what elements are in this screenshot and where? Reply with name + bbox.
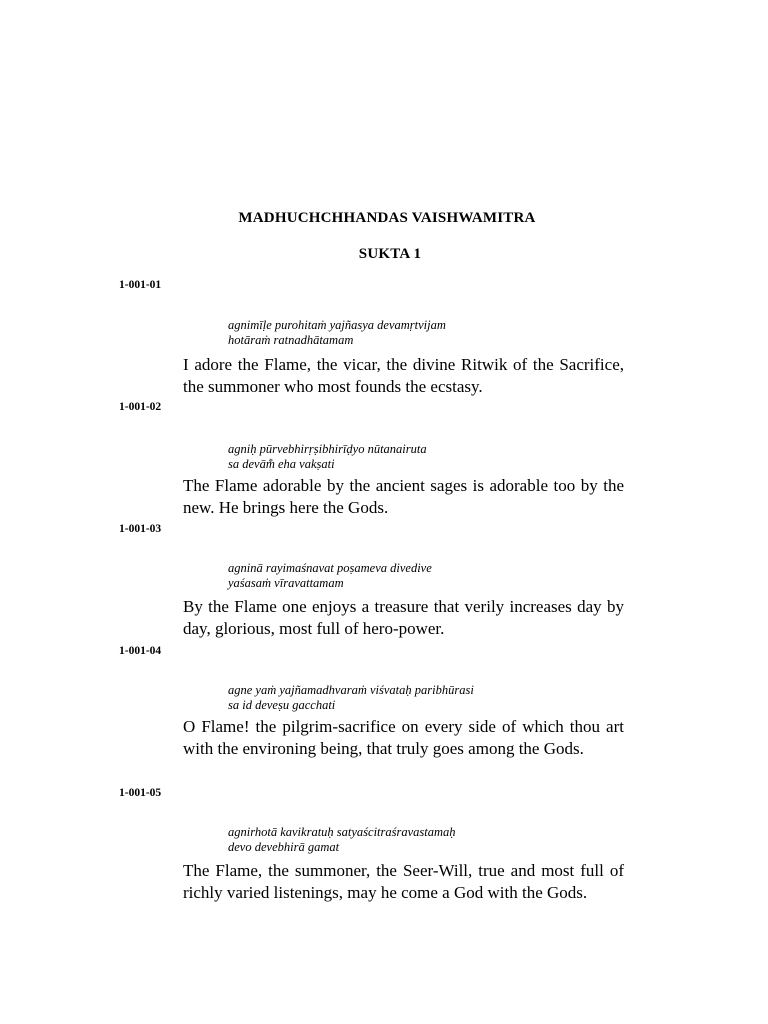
transliteration-line: devo devebhirā gamat: [228, 840, 340, 854]
verse-number: 1-001-04: [119, 645, 162, 657]
transliteration-line: agniḥ pūrvebhirṛṣibhirīḍyo nūtanairuta: [228, 442, 427, 456]
verse-translation: By the Flame one enjoys a treasure that verily increases day by day, glorious, most full of hero-power.: [183, 597, 624, 638]
transliteration-line: yaśasaṁ vīravattamam: [228, 576, 344, 590]
transliteration-line: sa id deveṣu gacchati: [228, 698, 336, 712]
sukta-heading: SUKTA 1: [358, 246, 422, 262]
verse-transliteration: [228, 561, 628, 591]
author-heading: MADHUCHCHHANDAS VAISHWAMITRA: [238, 210, 536, 226]
verse-transliteration: [228, 442, 628, 472]
transliteration-line: agne yaṁ yajñamadhvaraṁ viśvataḥ paribhūrasi: [228, 683, 474, 697]
verse-number: 1-001-02: [119, 401, 162, 413]
transliteration-line: agnimīḷe purohitaṁ yajñasya devamṛtvijam: [228, 318, 446, 332]
verse-translation: I adore the Flame, the vicar, the divine Ritwik of the Sacrifice, the summoner who most founds the ecstasy.: [183, 355, 624, 396]
verse-translation: O Flame! the pilgrim-sacrifice on every side of which thou art with the environing being, that truly goes among the Gods.: [183, 717, 624, 758]
verse-number: 1-001-03: [119, 523, 162, 535]
verse-number: 1-001-01: [119, 279, 162, 291]
transliteration-line: sa devām̐ eha vakṣati: [228, 457, 335, 471]
verse-translation: The Flame adorable by the ancient sages is adorable too by the new. He brings here the Gods.: [183, 476, 624, 517]
verse-translation: The Flame, the summoner, the Seer-Will, true and most full of richly varied listenings, may he come a God with the Gods.: [183, 861, 624, 902]
transliteration-line: agninā rayimaśnavat poṣameva divedive: [228, 561, 432, 575]
verse-transliteration: [228, 825, 628, 855]
verse-transliteration: [228, 318, 628, 348]
verse-transliteration: [228, 683, 628, 713]
transliteration-line: hotāraṁ ratnadhātamam: [228, 333, 354, 347]
verse-number: 1-001-05: [119, 787, 162, 799]
transliteration-line: agnirhotā kavikratuḥ satyaścitraśravastamaḥ: [228, 825, 456, 839]
